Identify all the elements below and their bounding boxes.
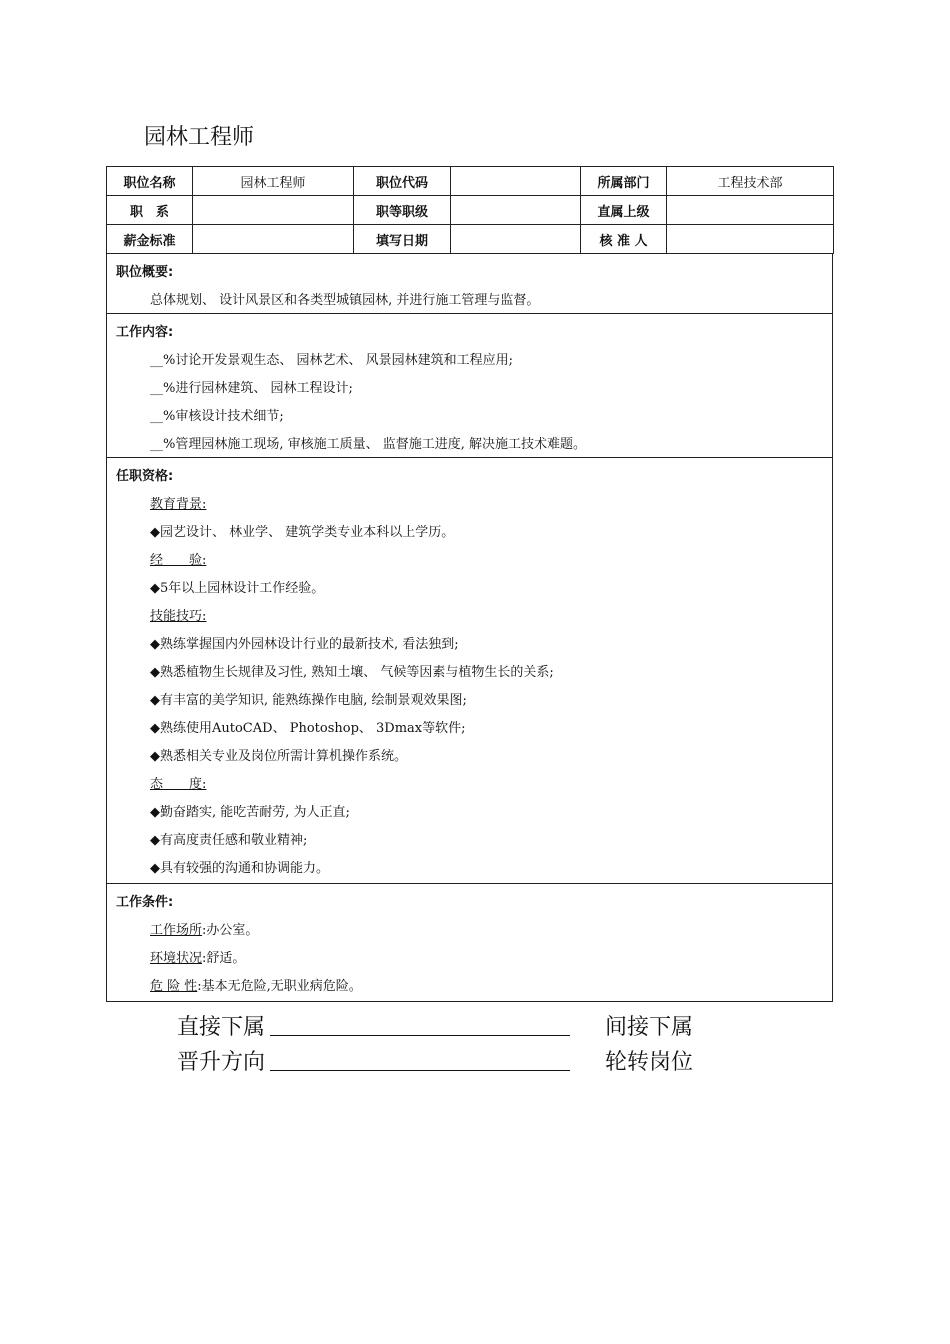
value-position-name: 园林工程师 [193,167,354,196]
label-salary: 薪金标准 [107,225,193,254]
education-label: 教育背景: [150,497,207,512]
label-grade: 职等职级 [354,196,451,225]
skills-label: 技能技巧: [150,609,207,624]
experience-label: 经 验: [150,553,207,568]
position-info-table [106,166,834,254]
promotion-rule [270,1070,570,1071]
overview-section [106,253,833,314]
attitude-item: ◆具有较强的沟通和协调能力。 [150,861,329,876]
label-supervisor: 直属上级 [581,196,667,225]
duty-item: __%审核设计技术细节; [150,409,284,424]
environment-label: 环境状况 [150,951,203,966]
label-job-family: 职 系 [107,196,193,225]
rotation-label: 轮转岗位 [605,1050,694,1075]
place-value: :办公室。 [202,923,259,938]
place-label: 工作场所 [150,923,203,938]
page-title: 园林工程师 [144,125,255,150]
duty-item: __%管理园林施工现场, 审核施工质量、 监督施工进度, 解决施工技术难题。 [150,437,587,452]
table-row [107,167,834,196]
duties-section [106,313,833,458]
duty-item: __%进行园林建筑、 园林工程设计; [150,381,353,396]
education-item: ◆园艺设计、 林业学、 建筑学类专业本科以上学历。 [150,525,455,540]
condition-risk [150,975,362,994]
risk-label: 危 险 性 [150,979,198,994]
risk-value: :基本无危险,无职业病危险。 [197,979,362,994]
promotion-label: 晋升方向 [177,1050,266,1075]
qualifications-heading: 任职资格: [116,469,174,484]
environment-value: :舒适。 [202,951,246,966]
conditions-section [106,883,833,1002]
condition-environment [150,947,245,966]
skill-item: ◆有丰富的美学知识, 能熟练操作电脑, 绘制景观效果图; [150,693,467,708]
value-fill-date [451,225,581,254]
value-grade [451,196,581,225]
value-supervisor [667,196,834,225]
duties-heading: 工作内容: [116,325,174,340]
attitude-item: ◆勤奋踏实, 能吃苦耐劳, 为人正直; [150,805,350,820]
value-job-family [193,196,354,225]
value-approver [667,225,834,254]
label-fill-date: 填写日期 [354,225,451,254]
indirect-subordinate-label: 间接下属 [605,1015,694,1040]
skill-item: ◆熟练掌握国内外园林设计行业的最新技术, 看法独到; [150,637,459,652]
table-row [107,225,834,254]
skill-item: ◆熟悉相关专业及岗位所需计算机操作系统。 [150,749,407,764]
label-position-code: 职位代码 [354,167,451,196]
duty-item: __%讨论开发景观生态、 园林艺术、 风景园林建筑和工程应用; [150,353,513,368]
value-position-code [451,167,581,196]
table-row [107,196,834,225]
qualifications-section [106,457,833,884]
value-department: 工程技术部 [667,167,834,196]
label-department: 所属部门 [581,167,667,196]
skill-item: ◆熟悉植物生长规律及习性, 熟知土壤、 气候等因素与植物生长的关系; [150,665,554,680]
direct-subordinate-rule [270,1035,570,1036]
value-salary [193,225,354,254]
label-approver: 核 准 人 [581,225,667,254]
attitude-label: 态 度: [150,777,207,792]
overview-heading: 职位概要: [116,265,174,280]
attitude-item: ◆有高度责任感和敬业精神; [150,833,308,848]
overview-text: 总体规划、 设计风景区和各类型城镇园林, 并进行施工管理与监督。 [150,293,540,308]
direct-subordinate-label: 直接下属 [177,1015,266,1040]
conditions-heading: 工作条件: [116,895,174,910]
label-position-name: 职位名称 [107,167,193,196]
experience-item: ◆5年以上园林设计工作经验。 [150,581,325,596]
condition-place [150,919,258,938]
skill-item: ◆熟练使用AutoCAD、 Photoshop、 3Dmax等软件; [150,721,466,736]
